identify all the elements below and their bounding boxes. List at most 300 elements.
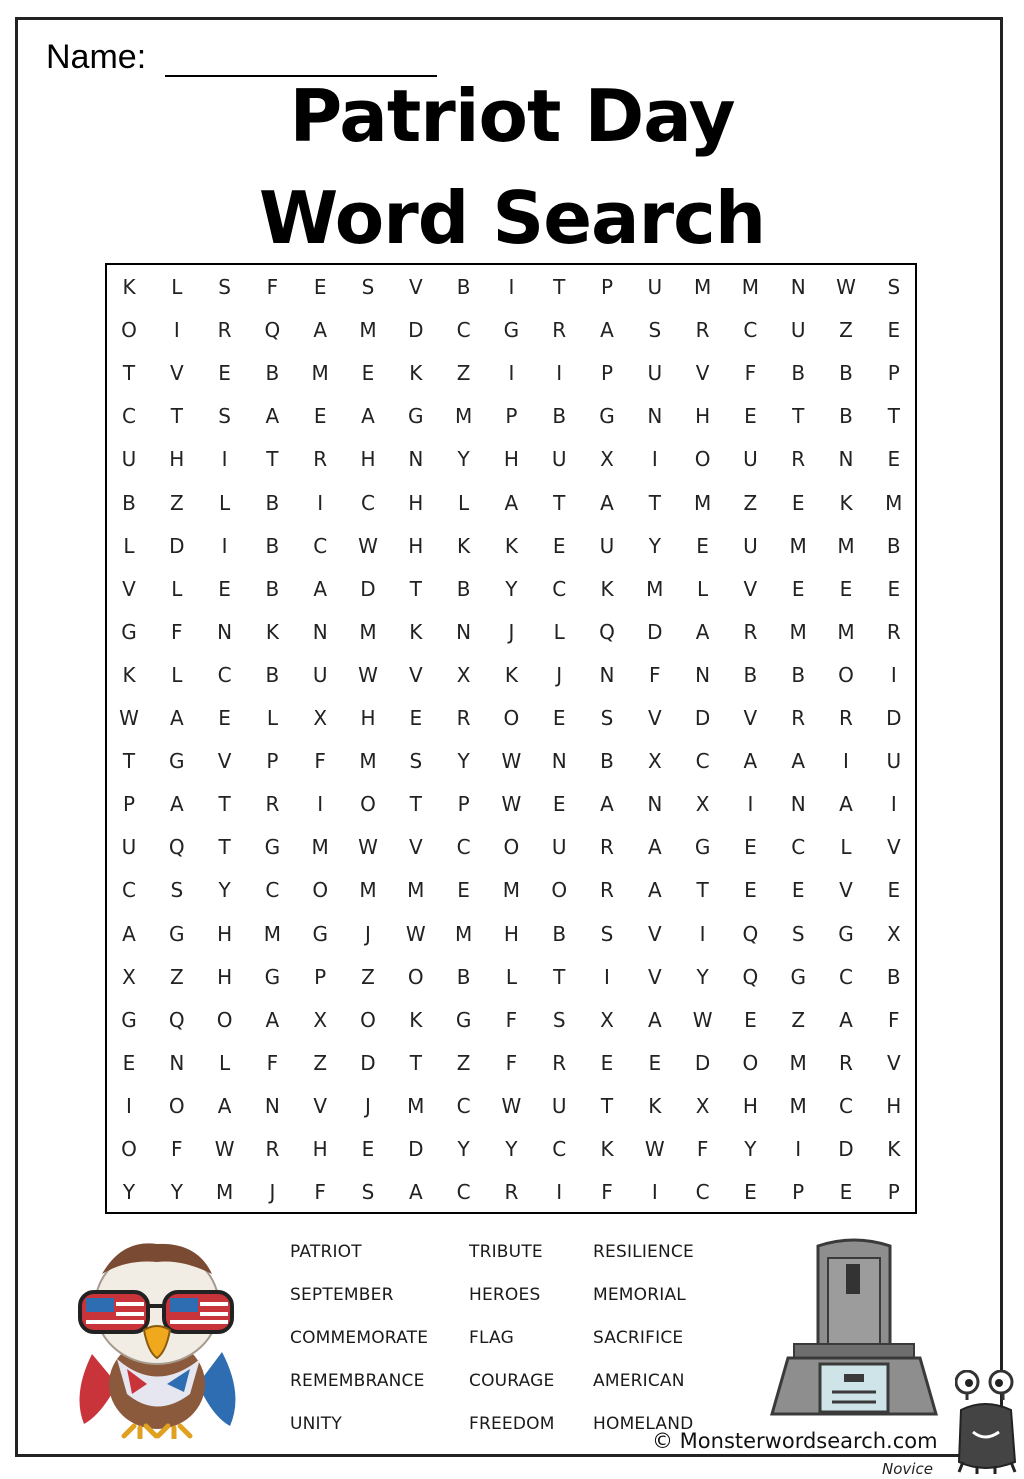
grid-letter[interactable]: C bbox=[456, 318, 471, 343]
grid-letter[interactable]: S bbox=[218, 404, 231, 429]
grid-letter[interactable]: T bbox=[122, 361, 136, 386]
grid-letter[interactable]: A bbox=[361, 404, 375, 429]
grid-letter[interactable]: X bbox=[122, 964, 136, 989]
grid-letter[interactable]: A bbox=[504, 490, 519, 515]
grid-letter[interactable]: S bbox=[361, 1180, 375, 1205]
grid-letter[interactable]: A bbox=[265, 1007, 280, 1032]
grid-letter[interactable]: E bbox=[887, 447, 901, 472]
grid-letter[interactable]: I bbox=[699, 921, 706, 946]
grid-letter[interactable]: K bbox=[839, 490, 853, 515]
grid-letter[interactable]: R bbox=[695, 318, 710, 343]
grid-letter[interactable]: T bbox=[696, 878, 709, 903]
grid-letter[interactable]: J bbox=[556, 662, 563, 687]
grid-letter[interactable]: Q bbox=[599, 619, 615, 644]
grid-letter[interactable]: B bbox=[552, 404, 567, 429]
grid-letter[interactable]: O bbox=[168, 1093, 185, 1118]
grid-letter[interactable]: M bbox=[311, 835, 329, 860]
grid-letter[interactable]: A bbox=[600, 318, 614, 343]
grid-letter[interactable]: H bbox=[408, 490, 424, 515]
grid-letter[interactable]: K bbox=[504, 662, 518, 687]
grid-letter[interactable]: N bbox=[647, 404, 663, 429]
grid-letter[interactable]: F bbox=[266, 1050, 279, 1075]
grid-letter[interactable]: M bbox=[502, 878, 521, 903]
grid-letter[interactable]: E bbox=[887, 318, 901, 343]
grid-letter[interactable]: D bbox=[886, 706, 902, 730]
grid-letter[interactable]: G bbox=[503, 318, 520, 343]
grid-letter[interactable]: U bbox=[312, 662, 328, 687]
grid-letter[interactable]: L bbox=[171, 662, 183, 687]
grid-letter[interactable]: A bbox=[265, 404, 280, 429]
grid-letter[interactable]: O bbox=[407, 964, 424, 989]
grid-letter[interactable]: L bbox=[219, 490, 231, 515]
grid-letter[interactable]: T bbox=[409, 792, 422, 817]
grid-letter[interactable]: P bbox=[457, 792, 470, 817]
grid-letter[interactable]: Z bbox=[313, 1050, 328, 1075]
grid-letter[interactable]: E bbox=[791, 490, 805, 515]
grid-letter[interactable]: M bbox=[693, 490, 712, 515]
grid-letter[interactable]: E bbox=[791, 576, 805, 601]
grid-letter[interactable]: D bbox=[360, 1050, 376, 1075]
grid-letter[interactable]: R bbox=[552, 1050, 567, 1075]
grid-letter[interactable]: N bbox=[264, 1093, 280, 1118]
grid-letter[interactable]: I bbox=[890, 792, 897, 817]
grid-letter[interactable]: C bbox=[695, 749, 710, 774]
grid-letter[interactable]: L bbox=[840, 835, 852, 860]
grid-letter[interactable]: K bbox=[457, 533, 471, 558]
grid-letter[interactable]: I bbox=[651, 1180, 658, 1205]
grid-letter[interactable]: H bbox=[169, 447, 185, 472]
grid-letter[interactable]: B bbox=[456, 576, 471, 601]
grid-letter[interactable]: W bbox=[358, 662, 378, 687]
grid-letter[interactable]: V bbox=[122, 576, 136, 601]
grid-letter[interactable]: K bbox=[887, 1137, 901, 1161]
grid-letter[interactable]: B bbox=[552, 921, 567, 946]
grid-letter[interactable]: Y bbox=[218, 878, 231, 903]
grid-letter[interactable]: C bbox=[456, 835, 471, 860]
grid-letter[interactable]: I bbox=[126, 1093, 132, 1118]
grid-letter[interactable]: B bbox=[265, 576, 280, 601]
grid-letter[interactable]: T bbox=[600, 1093, 614, 1118]
grid-letter[interactable]: B bbox=[791, 361, 806, 386]
grid-letter[interactable]: M bbox=[215, 1180, 234, 1205]
grid-letter[interactable]: N bbox=[312, 619, 328, 644]
grid-letter[interactable]: O bbox=[216, 1007, 233, 1032]
grid-letter[interactable]: L bbox=[553, 619, 565, 644]
grid-letter[interactable]: X bbox=[600, 1007, 614, 1032]
grid-letter[interactable]: B bbox=[265, 533, 280, 558]
grid-letter[interactable]: B bbox=[839, 404, 853, 429]
grid-letter[interactable]: W bbox=[644, 1137, 665, 1161]
grid-letter[interactable]: D bbox=[838, 1137, 854, 1161]
grid-letter[interactable]: H bbox=[503, 447, 519, 472]
grid-letter[interactable]: B bbox=[886, 964, 901, 989]
grid-letter[interactable]: L bbox=[266, 706, 278, 730]
grid-letter[interactable]: M bbox=[885, 490, 903, 515]
grid-letter[interactable]: T bbox=[409, 576, 422, 601]
grid-letter[interactable]: E bbox=[648, 1050, 662, 1075]
grid-letter[interactable]: O bbox=[503, 706, 520, 730]
grid-letter[interactable]: D bbox=[408, 318, 424, 343]
grid-letter[interactable]: T bbox=[792, 404, 805, 429]
grid-letter[interactable]: W bbox=[836, 275, 856, 299]
grid-letter[interactable]: Y bbox=[122, 1180, 136, 1205]
grid-letter[interactable]: T bbox=[648, 490, 661, 515]
grid-letter[interactable]: E bbox=[887, 878, 901, 903]
grid-letter[interactable]: M bbox=[646, 576, 664, 601]
grid-letter[interactable]: G bbox=[455, 1007, 472, 1032]
grid-letter[interactable]: A bbox=[169, 706, 184, 730]
grid-letter[interactable]: K bbox=[648, 1093, 662, 1118]
grid-letter[interactable]: R bbox=[552, 318, 567, 343]
grid-letter[interactable]: K bbox=[600, 1137, 614, 1161]
grid-letter[interactable]: O bbox=[121, 1137, 137, 1161]
grid-letter[interactable]: T bbox=[122, 749, 136, 774]
grid-letter[interactable]: M bbox=[789, 1093, 807, 1118]
grid-letter[interactable]: E bbox=[361, 361, 375, 386]
grid-letter[interactable]: C bbox=[361, 490, 375, 515]
grid-letter[interactable]: X bbox=[695, 1093, 710, 1118]
grid-letter[interactable]: P bbox=[887, 361, 900, 386]
grid-letter[interactable]: E bbox=[457, 878, 470, 903]
grid-letter[interactable]: A bbox=[313, 318, 328, 343]
grid-letter[interactable]: P bbox=[122, 792, 136, 817]
grid-letter[interactable]: Z bbox=[361, 964, 375, 989]
grid-letter[interactable]: B bbox=[265, 361, 280, 386]
grid-letter[interactable]: E bbox=[839, 576, 853, 601]
grid-letter[interactable]: U bbox=[647, 361, 663, 386]
grid-letter[interactable]: Z bbox=[839, 318, 853, 343]
grid-letter[interactable]: U bbox=[599, 533, 615, 558]
grid-letter[interactable]: O bbox=[838, 662, 854, 687]
grid-letter[interactable]: V bbox=[839, 878, 853, 903]
grid-letter[interactable]: E bbox=[600, 1050, 614, 1075]
grid-letter[interactable]: V bbox=[408, 275, 423, 299]
grid-letter[interactable]: V bbox=[647, 921, 662, 946]
grid-letter[interactable]: I bbox=[317, 490, 324, 515]
grid-letter[interactable]: E bbox=[744, 878, 757, 903]
grid-letter[interactable]: L bbox=[123, 533, 135, 558]
grid-letter[interactable]: T bbox=[553, 490, 566, 515]
grid-letter[interactable]: K bbox=[265, 619, 279, 644]
grid-letter[interactable]: B bbox=[265, 490, 280, 515]
grid-letter[interactable]: O bbox=[121, 318, 137, 343]
grid-letter[interactable]: R bbox=[743, 619, 758, 644]
grid-letter[interactable]: O bbox=[551, 878, 568, 903]
grid-letter[interactable]: N bbox=[408, 447, 424, 472]
grid-letter[interactable]: E bbox=[313, 275, 327, 299]
grid-letter[interactable]: R bbox=[265, 792, 280, 817]
grid-letter[interactable]: N bbox=[695, 662, 711, 687]
grid-letter[interactable]: X bbox=[600, 447, 614, 472]
grid-letter[interactable]: M bbox=[454, 404, 473, 429]
grid-letter[interactable]: J bbox=[365, 1093, 371, 1118]
grid-letter[interactable]: F bbox=[505, 1007, 518, 1032]
grid-letter[interactable]: P bbox=[314, 964, 327, 989]
grid-letter[interactable]: A bbox=[647, 878, 662, 903]
grid-letter[interactable]: G bbox=[264, 964, 281, 989]
grid-letter[interactable]: D bbox=[169, 533, 185, 558]
grid-letter[interactable]: Y bbox=[170, 1180, 183, 1205]
grid-letter[interactable]: G bbox=[169, 749, 185, 774]
grid-letter[interactable]: E bbox=[791, 878, 805, 903]
grid-letter[interactable]: Y bbox=[744, 1137, 757, 1161]
grid-letter[interactable]: P bbox=[600, 275, 614, 299]
grid-letter[interactable]: R bbox=[791, 706, 806, 730]
grid-letter[interactable]: K bbox=[600, 576, 614, 601]
grid-letter[interactable]: A bbox=[408, 1180, 423, 1205]
grid-letter[interactable]: J bbox=[365, 921, 371, 946]
grid-letter[interactable]: T bbox=[409, 1050, 422, 1075]
grid-letter[interactable]: Z bbox=[743, 490, 758, 515]
grid-letter[interactable]: E bbox=[218, 361, 231, 386]
grid-letter[interactable]: I bbox=[221, 533, 228, 558]
grid-letter[interactable]: R bbox=[600, 835, 614, 860]
grid-letter[interactable]: T bbox=[170, 404, 183, 429]
grid-letter[interactable]: M bbox=[359, 878, 377, 903]
grid-letter[interactable]: W bbox=[358, 533, 378, 558]
grid-letter[interactable]: F bbox=[649, 662, 661, 687]
grid-letter[interactable]: U bbox=[121, 835, 137, 860]
grid-letter[interactable]: B bbox=[122, 490, 136, 515]
grid-letter[interactable]: F bbox=[888, 1007, 900, 1032]
grid-letter[interactable]: I bbox=[556, 361, 563, 386]
grid-letter[interactable]: D bbox=[694, 1050, 711, 1075]
grid-letter[interactable]: C bbox=[122, 878, 136, 903]
grid-letter[interactable]: P bbox=[887, 1180, 900, 1205]
grid-letter[interactable]: T bbox=[266, 447, 279, 472]
grid-letter[interactable]: D bbox=[408, 1137, 424, 1161]
grid-letter[interactable]: F bbox=[505, 1050, 518, 1075]
grid-letter[interactable]: C bbox=[313, 533, 328, 558]
grid-letter[interactable]: S bbox=[791, 921, 805, 946]
grid-letter[interactable]: N bbox=[456, 619, 472, 644]
grid-letter[interactable]: L bbox=[171, 576, 183, 601]
grid-letter[interactable]: G bbox=[838, 921, 854, 946]
grid-letter[interactable]: M bbox=[359, 318, 377, 343]
grid-letter[interactable]: N bbox=[599, 662, 615, 687]
grid-letter[interactable]: R bbox=[313, 447, 328, 472]
grid-letter[interactable]: M bbox=[311, 361, 329, 386]
grid-letter[interactable]: L bbox=[458, 490, 470, 515]
grid-letter[interactable]: I bbox=[890, 662, 897, 687]
grid-letter[interactable]: Y bbox=[648, 533, 661, 558]
grid-letter[interactable]: A bbox=[839, 1007, 853, 1032]
grid-letter[interactable]: A bbox=[791, 749, 806, 774]
grid-letter[interactable]: R bbox=[600, 878, 614, 903]
grid-letter[interactable]: A bbox=[647, 835, 662, 860]
grid-letter[interactable]: G bbox=[121, 1007, 137, 1032]
grid-letter[interactable]: N bbox=[217, 619, 233, 644]
grid-letter[interactable]: V bbox=[408, 662, 423, 687]
grid-letter[interactable]: P bbox=[505, 404, 518, 429]
grid-letter[interactable]: B bbox=[743, 662, 758, 687]
grid-letter[interactable]: E bbox=[218, 576, 231, 601]
grid-letter[interactable]: B bbox=[600, 749, 614, 774]
grid-letter[interactable]: Q bbox=[168, 835, 185, 860]
grid-letter[interactable]: Y bbox=[505, 1137, 518, 1161]
grid-letter[interactable]: J bbox=[269, 1180, 276, 1205]
grid-letter[interactable]: A bbox=[600, 490, 614, 515]
grid-letter[interactable]: R bbox=[791, 447, 806, 472]
grid-letter[interactable]: D bbox=[647, 619, 663, 644]
grid-letter[interactable]: C bbox=[265, 878, 280, 903]
grid-letter[interactable]: Q bbox=[168, 1007, 185, 1032]
grid-letter[interactable]: W bbox=[501, 1093, 522, 1118]
grid-letter[interactable]: S bbox=[361, 275, 375, 299]
grid-letter[interactable]: Z bbox=[456, 361, 471, 386]
grid-letter[interactable]: E bbox=[696, 533, 709, 558]
grid-letter[interactable]: N bbox=[838, 447, 854, 472]
grid-letter[interactable]: Z bbox=[169, 964, 184, 989]
grid-letter[interactable]: I bbox=[651, 447, 658, 472]
grid-letter[interactable]: I bbox=[317, 792, 324, 817]
grid-letter[interactable]: Y bbox=[505, 576, 518, 601]
grid-letter[interactable]: S bbox=[648, 318, 662, 343]
grid-letter[interactable]: K bbox=[122, 662, 136, 687]
grid-letter[interactable]: E bbox=[409, 706, 423, 730]
grid-letter[interactable]: U bbox=[743, 533, 758, 558]
grid-letter[interactable]: F bbox=[696, 1137, 709, 1161]
grid-letter[interactable]: R bbox=[839, 1050, 853, 1075]
grid-letter[interactable]: M bbox=[407, 878, 425, 903]
grid-letter[interactable]: H bbox=[217, 964, 233, 989]
grid-letter[interactable]: Z bbox=[456, 1050, 471, 1075]
grid-letter[interactable]: W bbox=[501, 749, 522, 774]
grid-letter[interactable]: J bbox=[508, 619, 515, 644]
grid-letter[interactable]: L bbox=[171, 275, 183, 299]
grid-letter[interactable]: E bbox=[361, 1137, 375, 1161]
grid-letter[interactable]: I bbox=[843, 749, 849, 774]
grid-letter[interactable]: P bbox=[600, 361, 614, 386]
grid-letter[interactable]: M bbox=[789, 619, 807, 644]
grid-letter[interactable]: G bbox=[599, 404, 615, 429]
grid-letter[interactable]: I bbox=[604, 964, 610, 989]
grid-letter[interactable]: Z bbox=[791, 1007, 806, 1032]
grid-letter[interactable]: R bbox=[504, 1180, 519, 1205]
grid-letter[interactable]: O bbox=[360, 792, 376, 817]
grid-letter[interactable]: T bbox=[887, 404, 900, 429]
grid-letter[interactable]: O bbox=[694, 447, 711, 472]
grid-letter[interactable]: L bbox=[219, 1050, 231, 1075]
grid-letter[interactable]: Z bbox=[169, 490, 184, 515]
grid-letter[interactable]: W bbox=[214, 1137, 235, 1161]
grid-letter[interactable]: I bbox=[795, 1137, 802, 1161]
grid-letter[interactable]: Q bbox=[264, 318, 281, 343]
grid-letter[interactable]: H bbox=[503, 921, 519, 946]
grid-letter[interactable]: O bbox=[742, 1050, 759, 1075]
grid-letter[interactable]: W bbox=[501, 792, 522, 817]
grid-letter[interactable]: E bbox=[552, 792, 566, 817]
grid-letter[interactable]: V bbox=[695, 361, 710, 386]
grid-letter[interactable]: T bbox=[218, 792, 231, 817]
grid-letter[interactable]: F bbox=[314, 1180, 326, 1205]
grid-letter[interactable]: C bbox=[456, 1180, 471, 1205]
grid-letter[interactable]: I bbox=[173, 318, 180, 343]
grid-letter[interactable]: M bbox=[789, 533, 807, 558]
grid-letter[interactable]: G bbox=[694, 835, 711, 860]
grid-letter[interactable]: C bbox=[743, 318, 758, 343]
grid-letter[interactable]: R bbox=[217, 318, 232, 343]
grid-letter[interactable]: C bbox=[122, 404, 136, 429]
grid-letter[interactable]: E bbox=[839, 1180, 853, 1205]
grid-letter[interactable]: V bbox=[886, 835, 901, 860]
grid-letter[interactable]: N bbox=[790, 275, 806, 299]
grid-letter[interactable]: M bbox=[837, 533, 855, 558]
grid-letter[interactable]: H bbox=[695, 404, 711, 429]
grid-letter[interactable]: O bbox=[312, 878, 329, 903]
grid-letter[interactable]: L bbox=[505, 964, 517, 989]
grid-letter[interactable]: G bbox=[408, 404, 424, 429]
grid-letter[interactable]: I bbox=[508, 275, 515, 299]
grid-letter[interactable]: A bbox=[600, 792, 614, 817]
grid-letter[interactable]: E bbox=[313, 404, 327, 429]
grid-letter[interactable]: R bbox=[886, 619, 901, 644]
grid-letter[interactable]: E bbox=[744, 1180, 757, 1205]
grid-letter[interactable]: U bbox=[551, 447, 567, 472]
grid-letter[interactable]: Y bbox=[457, 1137, 470, 1161]
grid-letter[interactable]: U bbox=[647, 275, 663, 299]
grid-letter[interactable]: U bbox=[790, 318, 806, 343]
grid-letter[interactable]: M bbox=[263, 921, 282, 946]
grid-letter[interactable]: D bbox=[694, 706, 711, 730]
grid-letter[interactable]: I bbox=[508, 361, 515, 386]
grid-letter[interactable]: Y bbox=[457, 447, 470, 472]
grid-letter[interactable]: N bbox=[169, 1050, 185, 1075]
grid-letter[interactable]: C bbox=[552, 576, 567, 601]
grid-letter[interactable]: V bbox=[169, 361, 184, 386]
grid-letter[interactable]: E bbox=[744, 835, 757, 860]
grid-letter[interactable]: H bbox=[217, 921, 233, 946]
grid-letter[interactable]: S bbox=[170, 878, 184, 903]
grid-letter[interactable]: S bbox=[552, 1007, 566, 1032]
grid-letter[interactable]: L bbox=[697, 576, 709, 601]
grid-letter[interactable]: O bbox=[503, 835, 520, 860]
grid-letter[interactable]: B bbox=[886, 533, 901, 558]
grid-letter[interactable]: R bbox=[265, 1137, 280, 1161]
grid-letter[interactable]: A bbox=[743, 749, 758, 774]
grid-letter[interactable]: F bbox=[266, 275, 279, 299]
grid-letter[interactable]: E bbox=[122, 1050, 136, 1075]
grid-letter[interactable]: A bbox=[647, 1007, 662, 1032]
grid-letter[interactable]: Q bbox=[742, 964, 759, 989]
grid-letter[interactable]: S bbox=[600, 921, 614, 946]
grid-letter[interactable]: K bbox=[504, 533, 518, 558]
grid-letter[interactable]: B bbox=[839, 361, 853, 386]
grid-letter[interactable]: V bbox=[647, 706, 662, 730]
grid-letter[interactable]: M bbox=[693, 275, 712, 299]
grid-letter[interactable]: H bbox=[886, 1093, 902, 1118]
grid-letter[interactable]: X bbox=[313, 706, 328, 730]
grid-letter[interactable]: T bbox=[218, 835, 231, 860]
grid-letter[interactable]: U bbox=[551, 835, 567, 860]
grid-letter[interactable]: C bbox=[456, 1093, 471, 1118]
grid-letter[interactable]: A bbox=[217, 1093, 232, 1118]
grid-letter[interactable]: G bbox=[312, 921, 328, 946]
grid-letter[interactable]: V bbox=[743, 706, 758, 730]
grid-letter[interactable]: S bbox=[887, 275, 901, 299]
grid-letter[interactable]: S bbox=[218, 275, 231, 299]
grid-letter[interactable]: M bbox=[837, 619, 855, 644]
grid-letter[interactable]: E bbox=[744, 404, 757, 429]
grid-letter[interactable]: X bbox=[456, 662, 471, 687]
grid-letter[interactable]: F bbox=[171, 1137, 183, 1161]
grid-letter[interactable]: V bbox=[408, 835, 423, 860]
grid-letter[interactable]: E bbox=[887, 576, 901, 601]
grid-letter[interactable]: P bbox=[792, 1180, 805, 1205]
grid-letter[interactable]: K bbox=[122, 275, 136, 299]
grid-letter[interactable]: B bbox=[456, 275, 471, 299]
grid-letter[interactable]: N bbox=[551, 749, 567, 774]
